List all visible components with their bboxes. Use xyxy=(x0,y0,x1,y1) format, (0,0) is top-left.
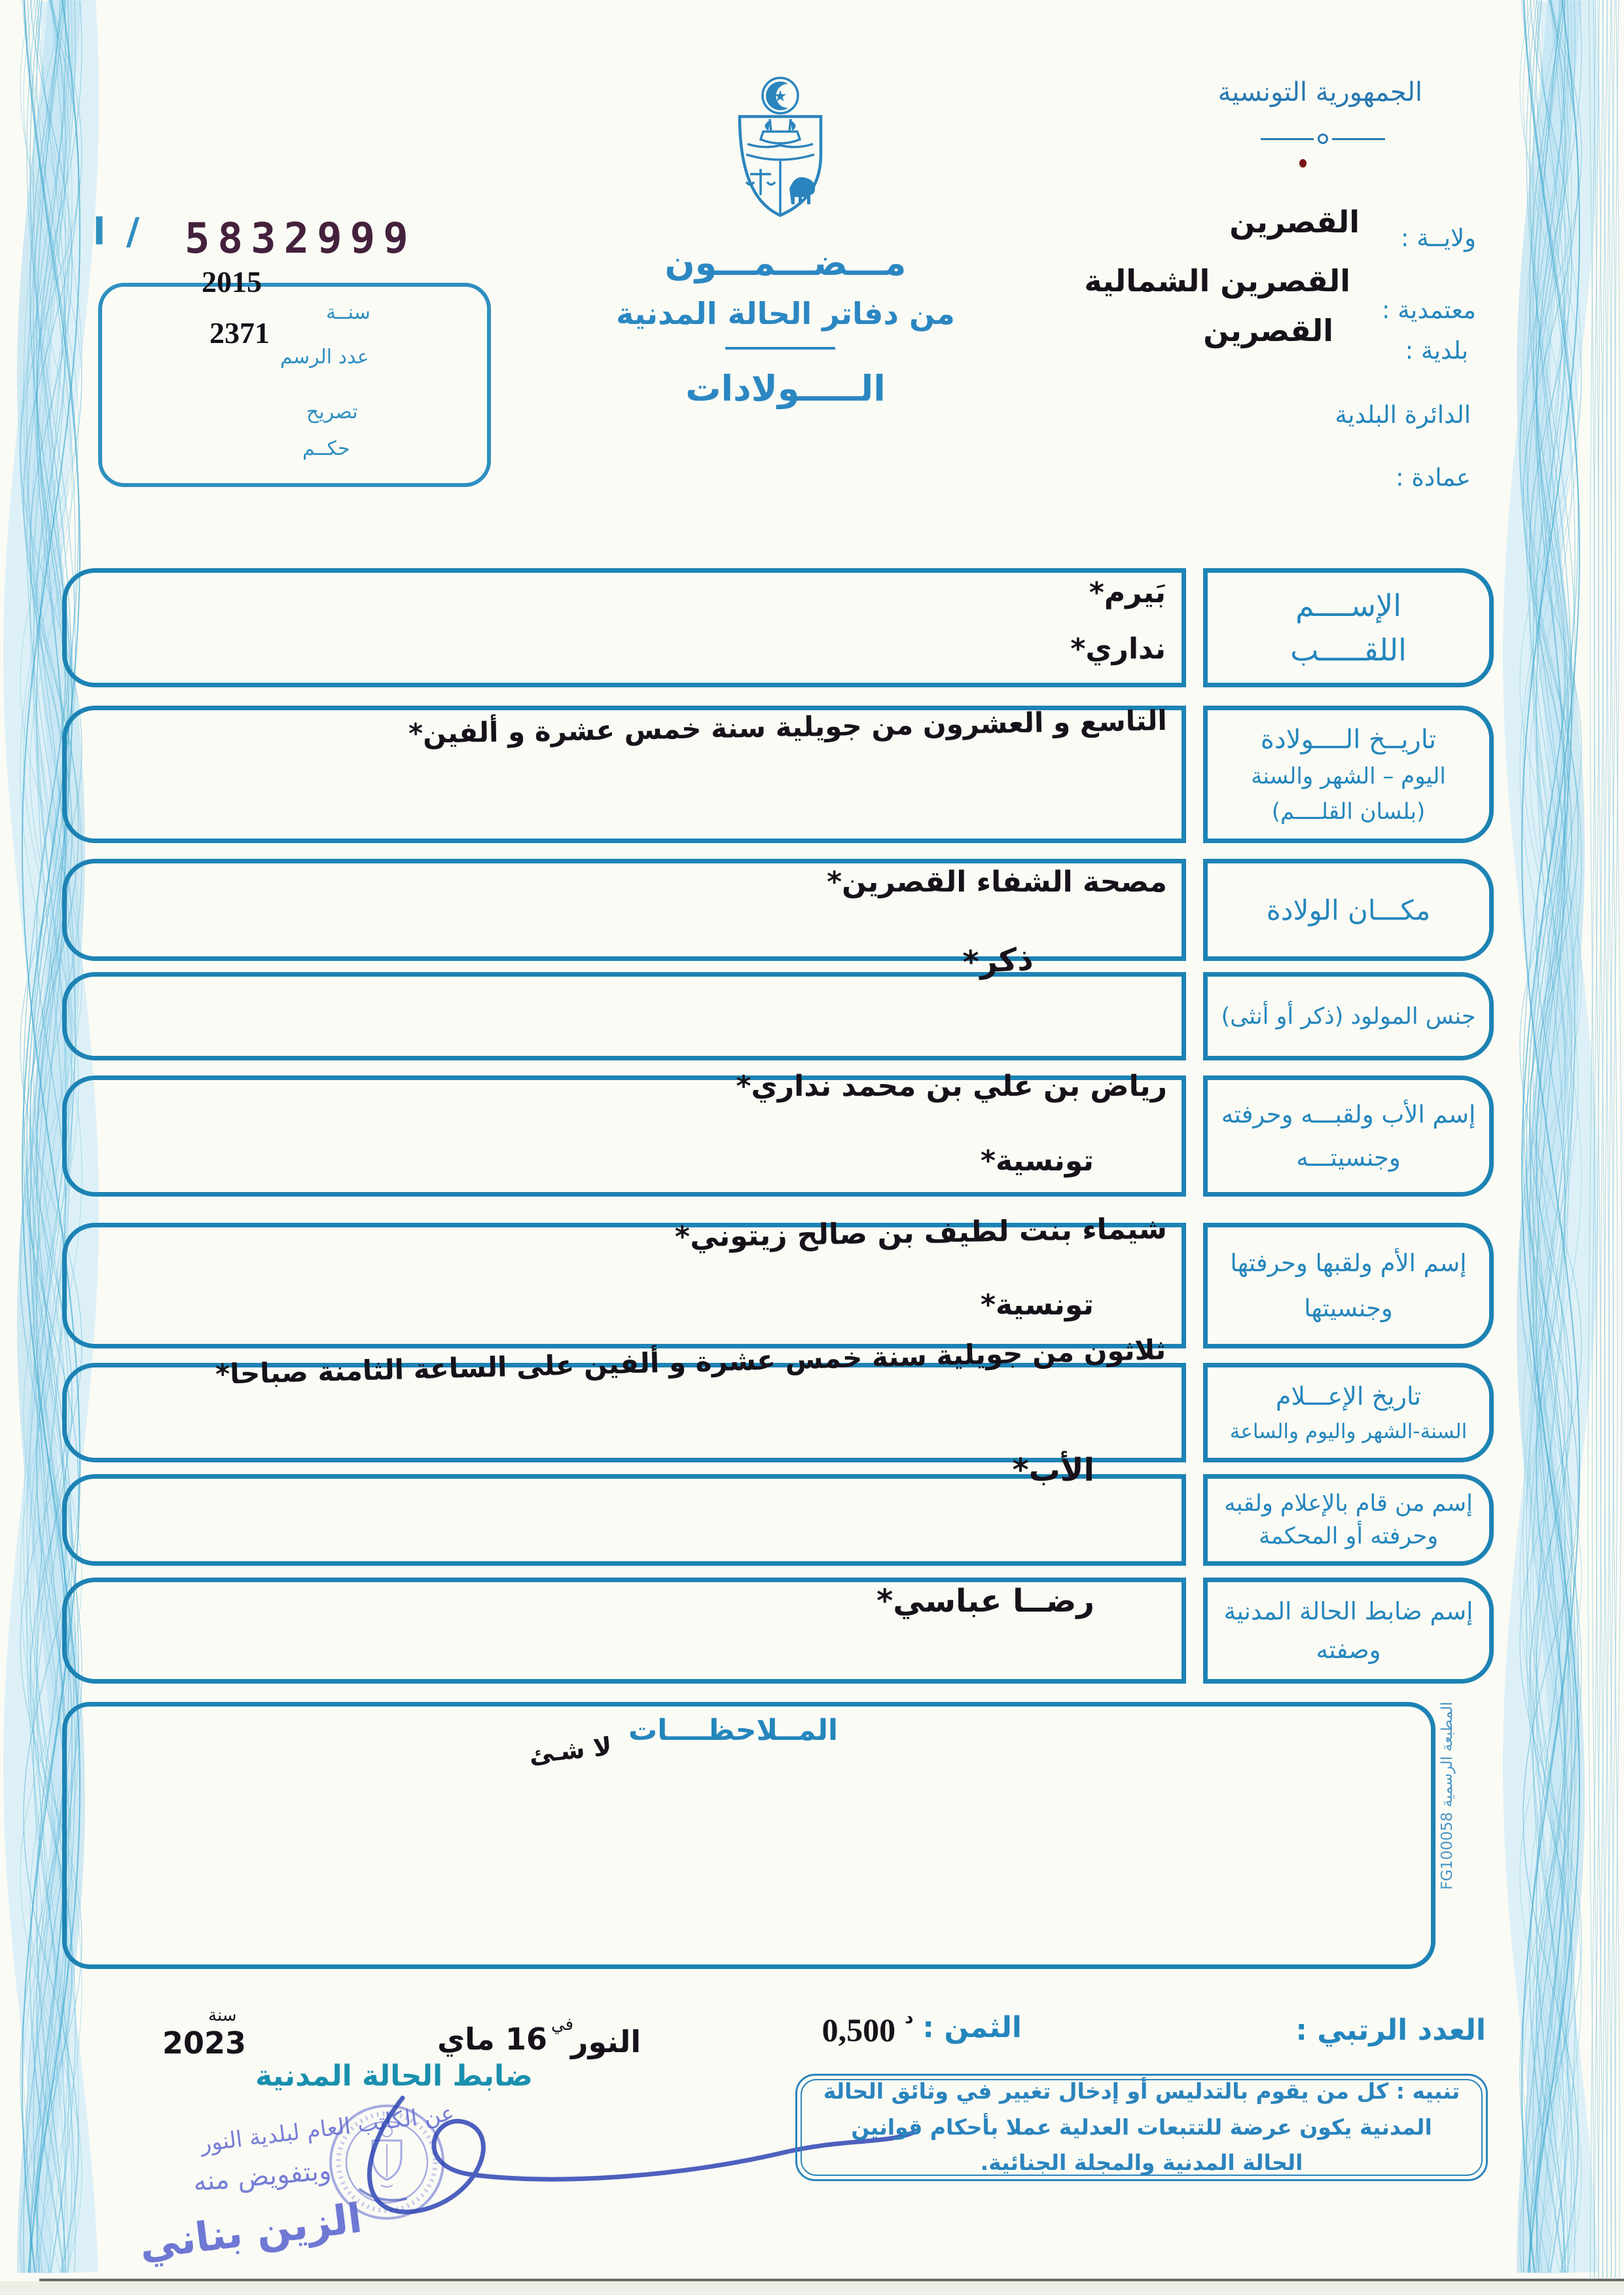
ordinal-number-label: العدد الرتبي : xyxy=(1295,2014,1486,2047)
delegation-label: معتمدية : xyxy=(1381,296,1476,324)
registry-year-value: 2015 xyxy=(202,265,262,298)
delegation-value: القصرين الشمالية xyxy=(1084,263,1350,298)
warning-box-inner xyxy=(801,2079,1483,2176)
field-label: إسم الأم ولقبها وحرفتها xyxy=(1230,1249,1467,1278)
district-label: الدائرة البلدية xyxy=(1335,401,1471,429)
value-first-name: بَيرم* xyxy=(1089,576,1166,609)
scan-margin xyxy=(0,2281,1624,2295)
value-birthdate: التاسع و العشرون من جويلية سنة خمس عشرة و ألفين* xyxy=(408,704,1168,750)
warning-text: تنبيه : كل من يقوم بالتدليس أو إدخال تغيير في وثائق الحالة المدنية يكون عرضة للتتبعات العدلية عملا بأحكام قوانين الحالة المدنية والمجلة الجنائية. xyxy=(823,2078,1460,2176)
field-label: مكـــان الولادة xyxy=(1266,894,1431,926)
value-last-name: نداري* xyxy=(1070,632,1166,666)
title-underline xyxy=(725,347,835,350)
municipality-value: القصرين xyxy=(1203,313,1333,348)
value-mother-nationality: تونسية* xyxy=(980,1288,1094,1322)
field-label: (بلسان القلــــم) xyxy=(1271,798,1426,825)
field-label: إسم من قام بالإعلام ولقبه xyxy=(1224,1491,1473,1517)
value-box-name xyxy=(62,568,1186,687)
field-label: تاريــخ الــــولادة xyxy=(1260,724,1437,755)
field-label: السنة-الشهر واليوم والساعة xyxy=(1229,1420,1468,1443)
field-label: وجنسيتها xyxy=(1304,1293,1393,1322)
field-label: وجنسيتـــه xyxy=(1296,1144,1401,1172)
remarks-value: لا شـئ xyxy=(528,1731,613,1769)
doc-title-line1: مـــضـــمـــون xyxy=(664,242,907,283)
price-value: 0,500 xyxy=(821,2012,896,2048)
label-box-notifier xyxy=(1203,1474,1494,1566)
date-preposition: في xyxy=(551,2015,574,2034)
label-box-birthplace xyxy=(1203,859,1494,961)
registry-record-label: عدد الرسم xyxy=(280,346,369,369)
tunisia-coat-of-arms-icon xyxy=(728,76,833,223)
label-box-sex xyxy=(1203,972,1494,1060)
label-box-notification-date xyxy=(1203,1363,1494,1462)
value-father-name: رياض بن علي بن محمد نداري* xyxy=(736,1070,1167,1103)
stamp-signatory-name: الزين بناني xyxy=(136,2194,365,2269)
value-notification-date: ثلاثون من جويلية سنة خمس عشرة و ألفين على الساعة الثامنة صباحا* xyxy=(215,1333,1166,1390)
officer-title: ضابط الحالة المدنية xyxy=(255,2059,533,2093)
label-box-birthdate xyxy=(1203,706,1494,843)
ink-dot xyxy=(1299,159,1307,168)
value-sex: ذكر* xyxy=(962,941,1035,981)
value-notifier: الأب* xyxy=(1012,1452,1094,1489)
registry-year-label: سنــة xyxy=(326,301,370,324)
label-box-name xyxy=(1203,568,1494,687)
field-label: وصفته xyxy=(1316,1635,1381,1664)
field-label: إسم ضابط الحالة المدنية xyxy=(1223,1597,1473,1626)
label-box-father xyxy=(1203,1075,1494,1197)
issue-place: النور xyxy=(571,2024,641,2059)
field-label: اللقـــــب xyxy=(1290,632,1407,668)
registry-record-value: 2371 xyxy=(209,316,270,350)
stamp-delegation-line2: وبتفويض منه xyxy=(192,2155,333,2198)
value-mother-name: شيماء بنت لطيف بن صالح زيتوني* xyxy=(674,1212,1168,1254)
price-currency: د xyxy=(905,2008,914,2028)
registry-judgment-label: حكــم xyxy=(302,437,350,460)
header-divider xyxy=(1261,134,1385,144)
value-birthplace: مصحة الشفاء القصرين* xyxy=(827,865,1167,899)
field-label: جنس المولود (ذكر أو أنثى) xyxy=(1221,1003,1476,1030)
field-label: إسم الأب ولقبـــه وحرفته xyxy=(1221,1100,1476,1129)
price-line xyxy=(821,2008,1022,2049)
value-box-sex xyxy=(62,972,1186,1060)
field-label: وحرفته أو المحكمة xyxy=(1258,1523,1439,1549)
omada-label: عمادة : xyxy=(1396,463,1471,492)
value-father-nationality: تونسية* xyxy=(980,1144,1094,1178)
label-box-registrar xyxy=(1203,1578,1494,1684)
doc-title-births: الـــــولادات xyxy=(685,368,886,409)
republic-title: الجمهورية التونسية xyxy=(1218,77,1422,107)
price-label: الثمن : xyxy=(922,2011,1022,2044)
printer-mark: المطبعة الرسمية FG100058 xyxy=(1439,1702,1456,1890)
wilaya-label: ولايــة : xyxy=(1400,224,1476,252)
year-word: سنة xyxy=(208,2006,237,2025)
warning-box xyxy=(795,2074,1488,2181)
remarks-title: المــلاحظــــات xyxy=(628,1714,839,1747)
wilaya-value: القصرين xyxy=(1229,204,1360,240)
label-box-mother xyxy=(1203,1223,1494,1348)
registry-box xyxy=(98,283,491,487)
field-label: الإســــم xyxy=(1295,587,1402,623)
doc-title-line2: من دفاتر الحالة المدنية xyxy=(616,296,955,331)
value-registrar-name: رضــا عباسي* xyxy=(876,1583,1094,1619)
guilloche-right-band xyxy=(1493,0,1624,2295)
registry-declaration-label: تصريح xyxy=(306,401,358,424)
serial-check-mark: l / xyxy=(93,211,144,253)
municipality-label: بلدية : xyxy=(1405,336,1468,365)
field-label: اليوم – الشهر والسنة xyxy=(1251,763,1446,789)
field-label: تاريخ الإعـــلام xyxy=(1275,1382,1422,1411)
issue-day-month: 16 ماي xyxy=(437,2021,547,2057)
issue-year: 2023 xyxy=(162,2025,247,2061)
serial-number: 5832999 xyxy=(185,215,416,263)
stamp-delegation-line1: عن الكاتب العام لبلدية النور xyxy=(199,2100,456,2158)
